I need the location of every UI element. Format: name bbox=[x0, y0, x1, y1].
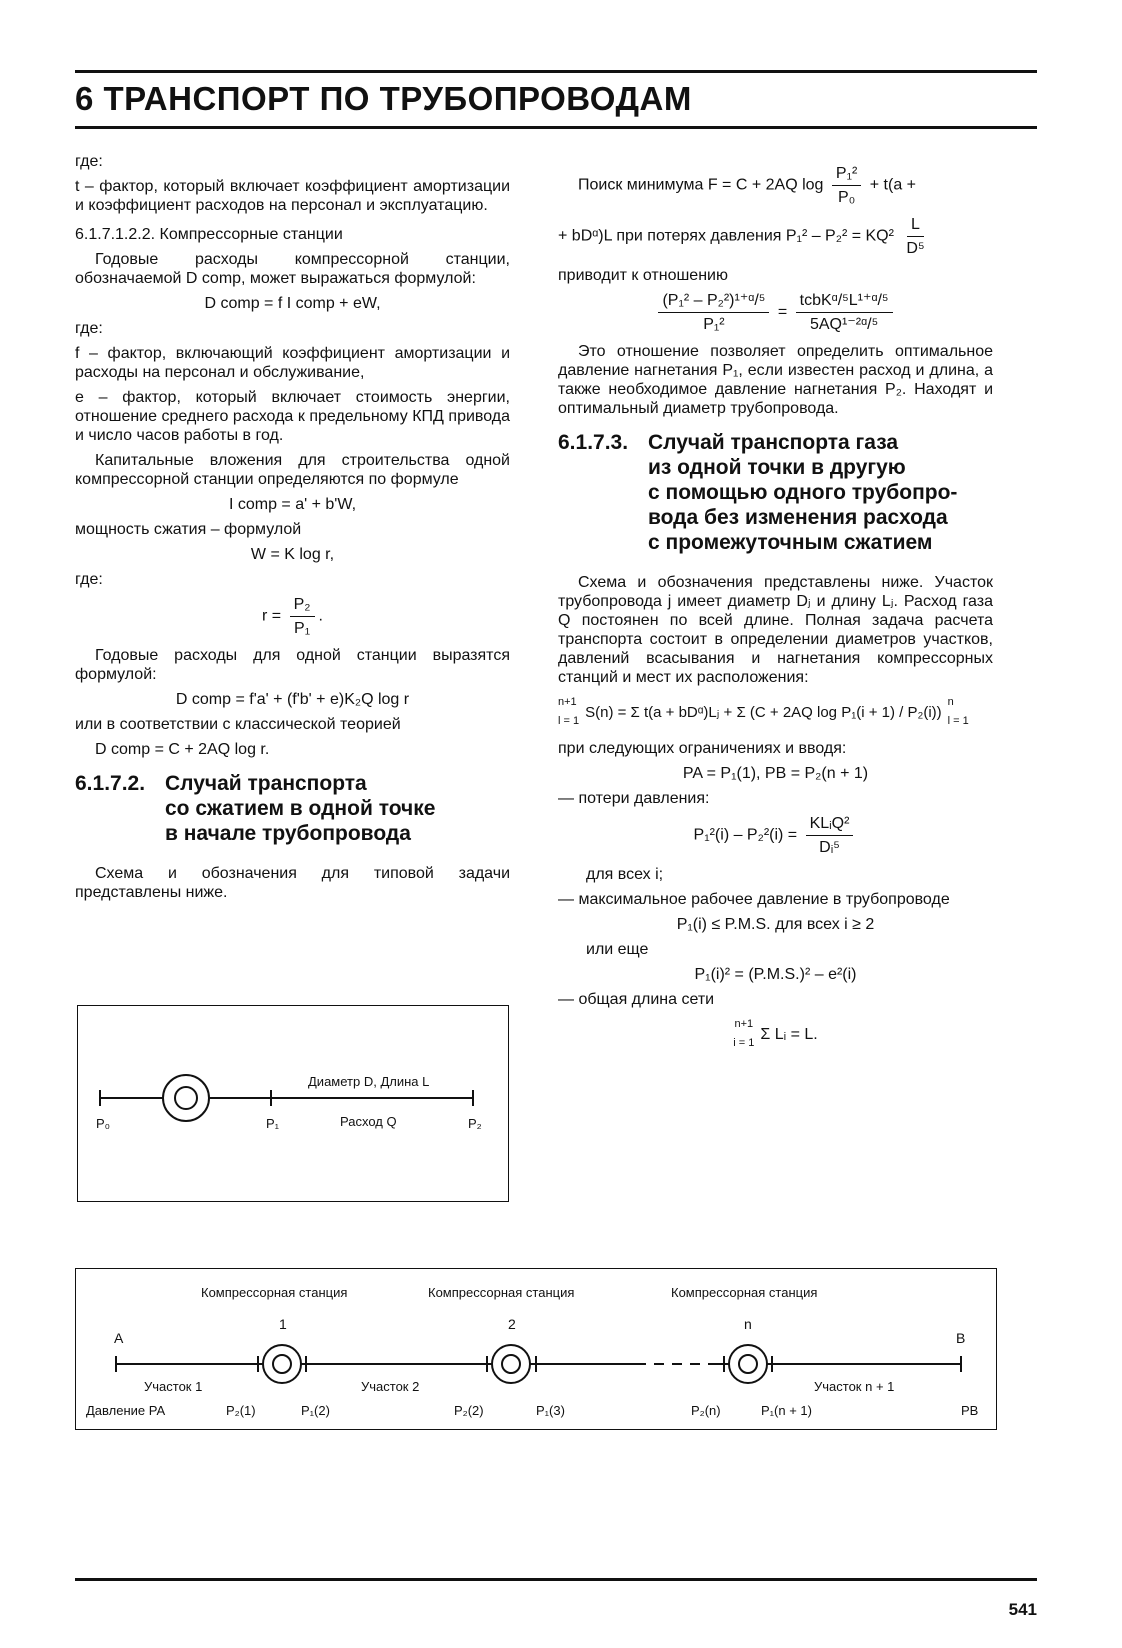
pressure-p1-n1: P₁(n + 1) bbox=[761, 1403, 812, 1418]
header-rule bbox=[75, 126, 1037, 129]
pressure-p1-2: P₁(2) bbox=[301, 1403, 330, 1418]
diagram1-top-label: Диаметр D, Длина L bbox=[308, 1074, 430, 1089]
pressure-p1-3: P₁(3) bbox=[536, 1403, 565, 1418]
formula-ratio-right-num: tcbKᵅ/⁵L¹⁺ᵅ/⁵ bbox=[796, 291, 893, 313]
text-leads-to: приводит к отношению bbox=[558, 267, 728, 284]
formula-min-f-frac bbox=[832, 164, 861, 207]
top-rule bbox=[75, 70, 1037, 73]
formula-pms-2: P₁(i)² = (P.M.S.)² – e²(i) bbox=[694, 966, 857, 983]
formula-losses-num: L bbox=[907, 215, 924, 237]
diagram1-p1: P₁ bbox=[266, 1116, 280, 1131]
formula-s-sum1-bot: l = 1 bbox=[558, 715, 580, 727]
formula-s-body: S(n) = Σ t(a + bDᵅ)Lⱼ + Σ (C + 2AQ log P₁(i + 1) / P₂(i)) bbox=[585, 703, 942, 721]
left-column bbox=[75, 152, 510, 908]
section-heading-6-1-7-3 bbox=[558, 430, 993, 555]
text-factor-t: t – фактор, который включает коэффициент амортизации и коэффициент расходов на персонал и эксплуатацию. bbox=[75, 178, 510, 214]
formula-losses-i bbox=[558, 814, 993, 857]
formula-ratio-left-den: P₁² bbox=[703, 316, 725, 333]
formula-r-den: P₁ bbox=[294, 620, 311, 637]
text-factor-e: e – фактор, который включает стоимость энергии, отношение среднего расхода к предельному КПД привода и число часов работы в год. bbox=[75, 389, 510, 444]
formula-ratio-left-num: (P₁² – P₂²)¹⁺ᵅ/⁵ bbox=[658, 291, 769, 313]
formula-ratio-right-den: 5AQ¹⁻²ᵅ/⁵ bbox=[809, 316, 879, 333]
formula-ratio-right bbox=[796, 291, 893, 334]
section-title-line3: в начале трубопровода bbox=[165, 822, 411, 845]
formula-min-f-b: + t(a + bbox=[869, 176, 917, 194]
pressure-pa-label: Давление PA bbox=[86, 1403, 166, 1418]
segment-1-label: Участок 1 bbox=[144, 1379, 203, 1394]
text-annual-costs: Годовые расходы компрессорной станции, обозначаемой D comp, может выражаться формулой: bbox=[75, 251, 510, 287]
text-capital: Капитальные вложения для строительства одной компрессорной станции определяются по формуле bbox=[75, 452, 510, 488]
formula-s-limits bbox=[558, 693, 579, 731]
compressor-icon-1 bbox=[263, 1345, 301, 1383]
text-where-3: где: bbox=[75, 571, 103, 588]
formula-s-sum2-top: n bbox=[947, 696, 954, 708]
formula-losses-i-lhs: P₁²(i) – P₂²(i) = bbox=[693, 826, 798, 844]
section-title-line1: Случай транспорта bbox=[165, 772, 367, 795]
formula-icomp: I comp = a' + b'W, bbox=[228, 496, 357, 513]
text-annual-one: Годовые расходы для одной станции выразятся формулой: bbox=[75, 647, 510, 683]
text-factor-f: f – фактор, включающий коэффициент амортизации и расходы на персонал и обслуживание, bbox=[75, 345, 510, 381]
segment-2-label: Участок 2 bbox=[361, 1379, 420, 1394]
compressor-icon bbox=[163, 1075, 209, 1121]
right-column bbox=[558, 160, 993, 1061]
formula-min-f-num: P₁² bbox=[832, 164, 861, 186]
station-number-n: n bbox=[744, 1316, 752, 1332]
text-pressure-losses: — потери давления: bbox=[558, 790, 710, 807]
formula-pms: P₁(i) ≤ P.M.S. для всех i ≥ 2 bbox=[676, 916, 875, 933]
subsection-heading: 6.1.7.1.2.2. Компрессорные станции bbox=[75, 226, 343, 243]
station-number-1: 1 bbox=[279, 1316, 287, 1332]
formula-ratio bbox=[558, 291, 993, 334]
section2-title-line3: с помощью одного трубопро- bbox=[648, 481, 958, 504]
compressor-icon-n bbox=[729, 1345, 767, 1383]
formula-dcomp-3: D comp = C + 2AQ log r. bbox=[95, 741, 270, 758]
formula-ratio-eq: = bbox=[777, 303, 788, 321]
text-optimal: Это отношение позволяет определить оптимальное давление нагнетания P₁, если известен расход и длина, а также необходимое давление нагнетания P₂. Находят и оптимальный диаметр трубопровода. bbox=[558, 343, 993, 417]
formula-min-f-a: Поиск минимума F = C + 2AQ log bbox=[578, 176, 824, 194]
diagram1-p0: P₀ bbox=[96, 1116, 111, 1131]
text-classic: или в соответствии с классической теорией bbox=[75, 716, 401, 733]
formula-s-limits-2 bbox=[948, 693, 969, 731]
pressure-p2-2: P₂(2) bbox=[454, 1403, 484, 1418]
pipeline-diagram-1-svg bbox=[78, 1006, 508, 1201]
formula-sum-l-body: Σ Lᵢ = L. bbox=[760, 1025, 818, 1043]
text-scheme: Схема и обозначения для типовой задачи представлены ниже. bbox=[75, 865, 510, 901]
segment-n-label: Участок n + 1 bbox=[814, 1379, 895, 1394]
text-scheme-2: Схема и обозначения представлены ниже. Участок трубопровода j имеет диаметр Dⱼ и длину Lⱼ. Расход газа Q постоянен по всей длине. Полная задача расчета транспорта состоит в определении диаметров участков, давлений всасывания и нагнетания компрессорных станций и мест их расположения: bbox=[558, 574, 993, 686]
section2-title-line2: из одной точки в другую bbox=[648, 456, 906, 479]
section2-title-line4: вода без изменения расхода bbox=[648, 506, 948, 529]
section2-title-line5: с промежуточным сжатием bbox=[648, 531, 933, 554]
station-label-3: Компрессорная станция bbox=[671, 1285, 818, 1300]
formula-pa-pb: PA = P₁(1), PB = P₂(n + 1) bbox=[682, 765, 869, 782]
compressor-icon-2 bbox=[492, 1345, 530, 1383]
formula-sum-l-limits bbox=[733, 1015, 754, 1053]
pressure-p2-n: P₂(n) bbox=[691, 1403, 721, 1418]
formula-losses-frac bbox=[902, 215, 928, 258]
text-for-all: для всех i; bbox=[586, 866, 664, 883]
formula-r: r = $\frac{\text{P₂}}{\text{P₁}}$ . bbox=[262, 596, 323, 637]
formula-s-sum1-top: n+1 bbox=[558, 696, 577, 708]
text-or: или еще bbox=[586, 941, 649, 958]
pressure-p2-1: P₂(1) bbox=[226, 1403, 256, 1418]
formula-s bbox=[558, 693, 993, 731]
pipeline-diagram-2 bbox=[75, 1268, 997, 1430]
formula-sum-l-top: n+1 bbox=[734, 1018, 754, 1030]
formula-losses bbox=[558, 215, 993, 258]
section2-title-line1: Случай транспорта газа bbox=[648, 431, 899, 454]
text-total-length: — общая длина сети bbox=[558, 991, 715, 1008]
footer-rule bbox=[75, 1578, 1037, 1581]
section2-number: 6.1.7.3. bbox=[558, 431, 629, 454]
formula-r-frac bbox=[290, 595, 315, 638]
point-b: B bbox=[956, 1330, 966, 1346]
station-label-1: Компрессорная станция bbox=[201, 1285, 348, 1300]
station-label-2: Компрессорная станция bbox=[428, 1285, 575, 1300]
formula-losses-den: D⁵ bbox=[906, 240, 925, 257]
formula-losses-a: + bDᵅ)L при потерях давления P₁² – P₂² = KQ² bbox=[558, 227, 894, 245]
formula-ratio-left bbox=[658, 291, 769, 334]
page-number: 541 bbox=[1008, 1600, 1037, 1619]
formula-losses-i-num: KLᵢQ² bbox=[806, 814, 854, 836]
formula-min-f bbox=[558, 164, 993, 207]
section-number: 6.1.7.2. bbox=[75, 772, 146, 795]
text-power: мощность сжатия – формулой bbox=[75, 521, 302, 538]
chapter-title: 6 ТРАНСПОРТ ПО ТРУБОПРОВОДАМ bbox=[75, 80, 692, 117]
formula-w: W = K log r, bbox=[250, 546, 335, 563]
formula-r-lhs: r = bbox=[262, 607, 282, 625]
text-max-pressure: — максимальное рабочее давление в трубопроводе bbox=[558, 891, 950, 908]
formula-losses-i-den: Dᵢ⁵ bbox=[819, 839, 840, 856]
formula-min-f-den: P₀ bbox=[837, 189, 856, 206]
formula-dcomp: D comp = f I comp + eW, bbox=[204, 295, 381, 312]
text-where-2: где: bbox=[75, 320, 103, 337]
point-a: A bbox=[114, 1330, 124, 1346]
section-title-line2: со сжатием в одной точке bbox=[165, 797, 436, 820]
formula-sum-l bbox=[558, 1015, 993, 1053]
pipeline-diagram-1 bbox=[77, 1005, 509, 1202]
formula-dcomp-2: D comp = f'a' + (f'b' + e)K₂Q log r bbox=[175, 691, 410, 708]
diagram1-flow-label: Расход Q bbox=[340, 1114, 397, 1129]
diagram1-p2: P₂ bbox=[468, 1116, 482, 1131]
text-constraints: при следующих ограничениях и вводя: bbox=[558, 740, 847, 757]
pressure-pb: PB bbox=[961, 1403, 979, 1418]
text-where: где: bbox=[75, 153, 103, 170]
pipeline-diagram-2-svg bbox=[76, 1269, 996, 1429]
section-heading-6-1-7-2 bbox=[75, 771, 510, 846]
formula-r-num: P₂ bbox=[290, 595, 315, 617]
formula-s-sum2-bot: l = 1 bbox=[947, 715, 969, 727]
station-number-2: 2 bbox=[508, 1316, 516, 1332]
formula-sum-l-bot: i = 1 bbox=[733, 1037, 755, 1049]
formula-losses-i-frac bbox=[806, 814, 854, 857]
